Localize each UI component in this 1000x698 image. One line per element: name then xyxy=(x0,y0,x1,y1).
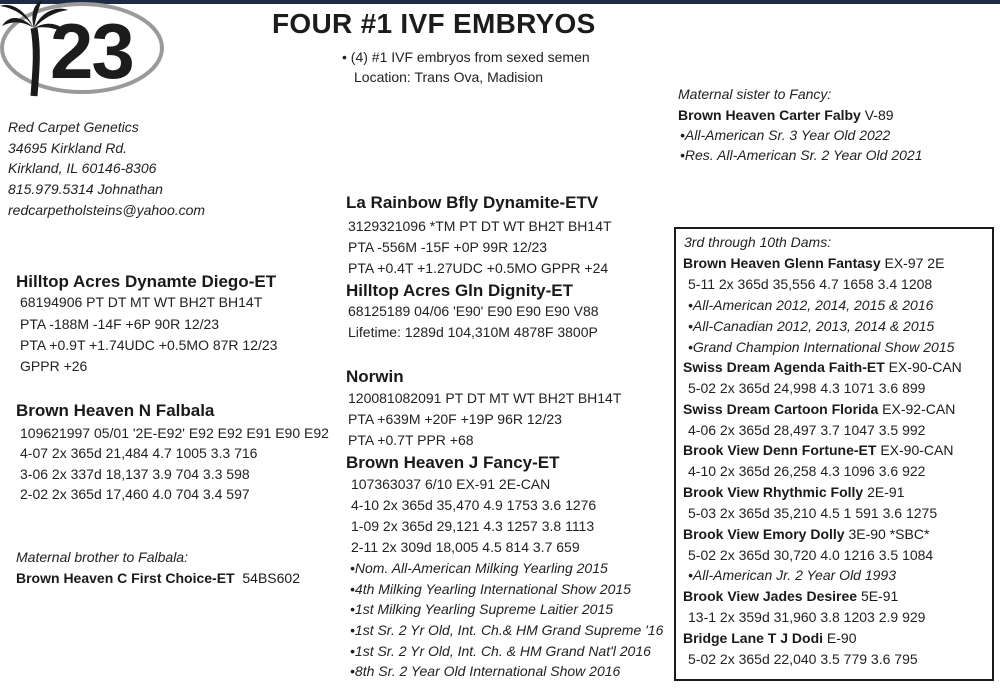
contact-line: Red Carpet Genetics xyxy=(8,119,139,135)
contact-line: Kirkland, IL 60146-8306 xyxy=(8,160,157,177)
maternal-sister-label: Maternal sister to Fancy: xyxy=(678,86,832,102)
sire-dam-dam-line: 4-07 2x 365d 21,484 4.7 1005 3.3 716 xyxy=(20,445,258,461)
contact-line: 34695 Kirkland Rd. xyxy=(8,139,128,156)
dam-entry-honor: •All-American Jr. 2 Year Old 1993 xyxy=(688,567,896,583)
dams-header: 3rd through 10th Dams: xyxy=(684,234,832,250)
dam-line: 107363037 6/10 EX-91 2E-CAN xyxy=(351,476,551,492)
dam-line: 1-09 2x 365d 29,121 4.3 1257 3.8 1113 xyxy=(351,518,595,534)
dam-entry-line: 5-03 2x 365d 35,210 4.5 1 591 3.6 1275 xyxy=(688,505,938,521)
dam-line: 2-11 2x 309d 18,005 4.5 814 3.7 659 xyxy=(351,539,580,555)
dam-entry-honor: •All-Canadian 2012, 2013, 2014 & 2015 xyxy=(688,318,935,334)
maternal-sister-name: Brown Heaven Carter Falby V-89 xyxy=(678,107,894,123)
sire-sire-line: PTA -188M -14F +6P 90R 12/23 xyxy=(20,316,220,332)
page-title: FOUR #1 IVF EMBRYOS xyxy=(272,8,596,39)
sire-line: 3129321096 *TM PT DT WT BH2T BH14T xyxy=(348,218,612,234)
dam-sire-name: Norwin xyxy=(346,367,404,386)
sire-dam-dam-line: 2-02 2x 365d 17,460 4.0 704 3.4 597 xyxy=(20,486,250,502)
dam-honor: •1st Sr. 2 Yr Old, Int. Ch. & HM Grand Nat'l 2016 xyxy=(350,643,651,659)
dam-name: Brown Heaven J Fancy-ET xyxy=(346,453,560,472)
dam-entry-line: 5-11 2x 365d 35,556 4.7 1658 3.4 1208 xyxy=(688,276,933,292)
dam-entry-name: Brook View Rhythmic Folly 2E-91 xyxy=(683,484,905,500)
sire-sire-line: GPPR +26 xyxy=(20,358,88,374)
dam-sire-line: PTA +639M +20F +19P 96R 12/23 xyxy=(348,411,562,427)
dam-line: 4-10 2x 365d 35,470 4.9 1753 3.6 1276 xyxy=(351,497,597,513)
sire-sire-line: PTA +0.9T +1.74UDC +0.5MO 87R 12/23 xyxy=(20,337,278,353)
sire-dam-line: Lifetime: 1289d 104,310M 4878F 3800P xyxy=(348,324,598,340)
dam-entry-name: Swiss Dream Agenda Faith-ET EX-90-CAN xyxy=(683,359,962,375)
dam-entry-name: Brook View Denn Fortune-ET EX-90-CAN xyxy=(683,442,954,458)
dam-entry-line: 4-10 2x 365d 26,258 4.3 1096 3.6 922 xyxy=(688,463,926,479)
maternal-brother-label: Maternal brother to Falbala: xyxy=(16,549,188,565)
sire-dam-dam-line: 3-06 2x 337d 18,137 3.9 704 3.3 598 xyxy=(20,466,250,482)
contact-line: redcarpetholsteins@yahoo.com xyxy=(8,201,206,218)
dam-entry-line: 4-06 2x 365d 28,497 3.7 1047 3.5 992 xyxy=(688,422,926,438)
dam-entry-name: Bridge Lane T J Dodi E-90 xyxy=(683,630,857,646)
dam-entry-name: Brook View Emory Dolly 3E-90 *SBC* xyxy=(683,526,930,542)
dam-sire-line: PTA +0.7T PPR +68 xyxy=(348,432,474,448)
dam-honor: •Nom. All-American Milking Yearling 2015 xyxy=(350,560,608,576)
sire-sire-line: 68194906 PT DT MT WT BH2T BH14T xyxy=(20,294,263,310)
dam-sire-line: 120081082091 PT DT MT WT BH2T BH14T xyxy=(348,390,622,406)
dam-entry-line: 5-02 2x 365d 22,040 3.5 779 3.6 795 xyxy=(688,651,918,667)
sire-dam-dam-line: 109621997 05/01 '2E-E92' E92 E92 E91 E90 E92 xyxy=(20,425,329,441)
dam-entry-line: 5-02 2x 365d 30,720 4.0 1216 3.5 1084 xyxy=(688,547,934,563)
sire-name: La Rainbow Bfly Dynamite-ETV xyxy=(346,193,599,212)
dam-entry-line: 5-02 2x 365d 24,998 4.3 1071 3.6 899 xyxy=(688,380,926,396)
dam-entry-line: 13-1 2x 359d 31,960 3.8 1203 2.9 929 xyxy=(688,609,926,625)
sire-dam-dam-name: Brown Heaven N Falbala xyxy=(16,401,215,420)
dam-honor: •1st Sr. 2 Yr Old, Int. Ch.& HM Grand Supreme '16 xyxy=(350,622,664,638)
dam-entry-honor: •Grand Champion International Show 2015 xyxy=(688,339,955,355)
lot-number: 23 xyxy=(50,7,133,95)
maternal-brother-name: Brown Heaven C First Choice-ET 54BS602 xyxy=(16,570,300,586)
dam-entry-name: Brown Heaven Glenn Fantasy EX-97 2E xyxy=(683,255,945,271)
maternal-sister-honor: •All-American Sr. 3 Year Old 2022 xyxy=(680,127,891,143)
dam-entry-name: Brook View Jades Desiree 5E-91 xyxy=(683,588,899,604)
dam-entry-honor: •All-American 2012, 2014, 2015 & 2016 xyxy=(688,297,934,313)
dam-honor: •8th Sr. 2 Year Old International Show 2016 xyxy=(350,663,621,679)
sire-line: PTA -556M -15F +0P 99R 12/23 xyxy=(348,239,548,255)
contact-block xyxy=(8,117,205,221)
dam-honor: •1st Milking Yearling Supreme Laitier 2015 xyxy=(350,601,614,617)
contact-line: 815.979.5314 Johnathan xyxy=(8,181,163,198)
dam-honor: •4th Milking Yearling International Show 2015 xyxy=(350,581,631,597)
maternal-sister-honor: •Res. All-American Sr. 2 Year Old 2021 xyxy=(680,147,923,163)
subtitle-line: Location: Trans Ova, Madision xyxy=(354,69,544,85)
sire-line: PTA +0.4T +1.27UDC +0.5MO GPPR +24 xyxy=(348,260,609,276)
sire-dam-line: 68125189 04/06 'E90' E90 E90 E90 V88 xyxy=(348,303,599,319)
dam-entry-name: Swiss Dream Cartoon Florida EX-92-CAN xyxy=(683,401,956,417)
sire-dam-name: Hilltop Acres Gln Dignity-ET xyxy=(346,281,573,300)
sire-sire-name: Hilltop Acres Dynamte Diego-ET xyxy=(16,272,277,291)
subtitle-line: • (4) #1 IVF embryos from sexed semen xyxy=(342,49,590,65)
